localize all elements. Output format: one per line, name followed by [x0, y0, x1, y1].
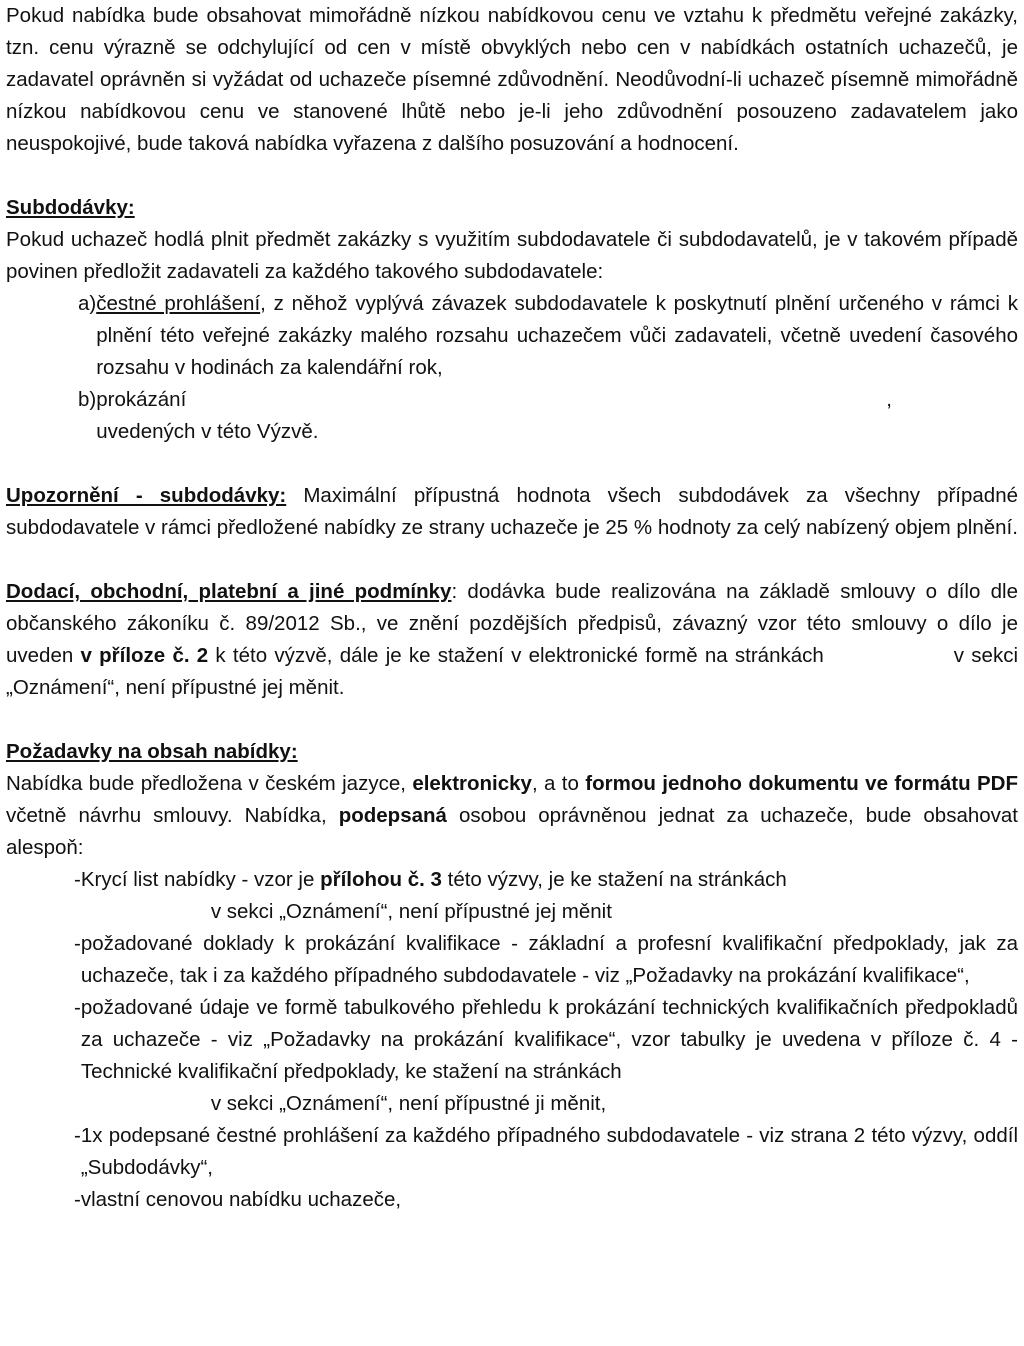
section-warning — [6, 480, 1018, 544]
bullet-text: požadované doklady k prokázání kvalifikace - základní a profesní kvalifikační předpoklady, jak za uchazeče, tak i za každého případného subdodavatele - viz „Požadavky na prokázání kvalifikace“, — [80, 932, 1018, 987]
list-item-rest: , z něhož vyplývá závazek subdodavatele k poskytnutí plnění určeného v rámci k plnění této veřejné zakázky malého rozsahu uchazečem vůči zadavateli, včetně uvedení časového rozsahu v hodinách za kalendářní rok, — [96, 292, 1018, 379]
list-item-text — [96, 288, 1018, 384]
bullet-item — [6, 864, 1018, 928]
bullet-text-part: v sekci „Oznámení“, není přípustné ji měnit, — [210, 1092, 607, 1115]
section-title-requirements: Požadavky na obsah nabídky: — [6, 740, 298, 763]
bullet-item — [6, 1120, 1018, 1184]
bullet-text — [81, 864, 1018, 928]
bullet-item — [6, 1184, 1018, 1216]
bullet-text — [81, 992, 1018, 1120]
intro-text: Nabídka bude předložena v českém jazyce, — [6, 772, 413, 795]
bullet-text-part: Krycí list nabídky - vzor je — [80, 868, 321, 891]
bullet-text: 1x podepsané čestné prohlášení za každého případného subdodavatele - viz strana 2 této výzvy, oddíl „Subdodávky“, — [80, 1124, 1018, 1179]
section-title-subcontracting: Subdodávky: — [6, 196, 135, 219]
bullet-marker: - — [74, 1124, 81, 1147]
bullet-item — [6, 992, 1018, 1120]
list-item-start: prokázání — [96, 388, 187, 411]
section-title-warning: Upozornění - subdodávky: — [6, 484, 287, 507]
list-item — [6, 384, 1018, 448]
requirements-intro — [6, 768, 1018, 864]
section-terms — [6, 576, 1018, 704]
subcontracting-intro: Pokud uchazeč hodlá plnit předmět zakázky s využitím subdodavatele či subdodavatelů, je v takovém případě povinen předložit zadavateli za každého takového subdodavatele: — [6, 228, 1018, 283]
terms-text-1: : dodávka bude realizována na základě smlouvy o dílo dle občanského zákoníku č. 89/2012 Sb., ve znění pozdějších předpisů, závazný vzor této smlouvy o dílo je uveden — [6, 580, 1018, 667]
intro-text: osobou oprávněnou jednat za uchazeče, bude obsahovat alespoň: — [6, 804, 1018, 859]
list-marker: b) — [78, 388, 97, 411]
terms-text-3: v sekci „Oznámení“, není přípustné jej měnit. — [6, 644, 1018, 699]
bullet-marker: - — [74, 1188, 81, 1211]
bullet-text: vlastní cenovou nabídku uchazeče, — [80, 1188, 402, 1211]
paragraph-low-price: Pokud nabídka bude obsahovat mimořádně nízkou nabídkovou cenu ve vztahu k předmětu veřejné zakázky, tzn. cenu výrazně se odchylující od cen v místě obvyklých nebo cen v nabídkách ostatních uchazečů, je zadavatel oprávněn si vyžádat od uchazeče písemné zdůvodnění. Neodůvodní-li uchazeč písemně mimořádně nízkou nabídkovou cenu ve stanovené lhůtě nebo je-li jeho zdůvodnění posouzeno zadavatelem jako neuspokojivé, bude taková nabídka vyřazena z dalšího posuzování a hodnocení. — [6, 4, 1018, 155]
list-item — [6, 288, 1018, 384]
bullet-bold: přílohou č. 3 — [320, 868, 442, 891]
section-title-terms: Dodací, obchodní, platební a jiné podmínky — [6, 580, 452, 603]
spacer — [6, 704, 1018, 736]
bullet-item — [6, 928, 1018, 992]
spacer — [6, 160, 1018, 192]
section-subcontracting — [6, 192, 1018, 448]
list-marker: a) — [78, 292, 97, 315]
bullet-marker: - — [74, 932, 81, 955]
link-text: čestné prohlášení — [96, 292, 261, 315]
spacer — [6, 544, 1018, 576]
warning-text: Maximální přípustná hodnota všech subdodávek za všechny případné subdodavatele v rámci předložené nabídky ze strany uchazeče je 25 % hodnoty za celý nabízený objem plnění. — [6, 484, 1018, 539]
bullet-text-part: požadované údaje ve formě tabulkového přehledu k prokázání technických kvalifikačních předpokladů za uchazeče - viz „Požadavky na prokázání kvalifikace“, vzor tabulky je uvedena v příloze č. 4 - Technické kvalifikační předpoklady, ke stažení na stránkách — [80, 996, 1018, 1083]
spacer — [6, 448, 1018, 480]
intro-bold: podepsaná — [338, 804, 447, 827]
bullet-marker: - — [74, 868, 81, 891]
bullet-text-part: v sekci „Oznámení“, není přípustné jej měnit — [210, 900, 612, 923]
intro-text: , a to — [531, 772, 586, 795]
terms-bold: v příloze č. 2 — [80, 644, 209, 667]
bullet-marker: - — [74, 996, 81, 1019]
list-item-text — [96, 384, 1018, 448]
intro-bold: elektronicky — [412, 772, 532, 795]
intro-bold: formou jednoho dokumentu ve formátu PDF — [585, 772, 1019, 795]
list-item-mid: , — [886, 388, 892, 411]
list-item-end: uvedených v této Výzvě. — [96, 420, 319, 443]
intro-text: včetně návrhu smlouvy. Nabídka, — [6, 804, 339, 827]
terms-text-2: k této výzvě, dále je ke stažení v elektronické formě na stránkách — [208, 644, 824, 667]
bullet-text-part: této výzvy, je ke stažení na stránkách — [441, 868, 787, 891]
section-requirements — [6, 736, 1018, 1216]
